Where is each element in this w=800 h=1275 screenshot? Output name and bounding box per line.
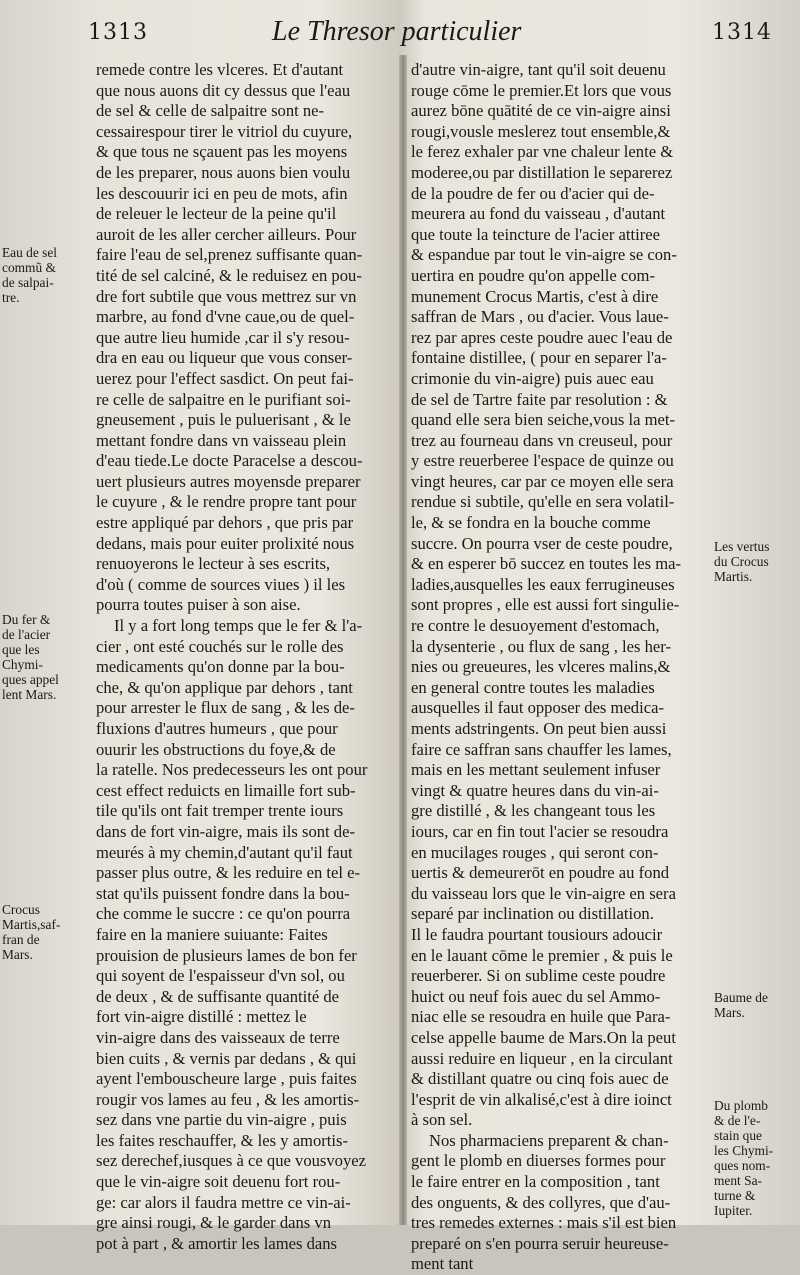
text-line: meurera au fond du vaisseau , d'autant — [411, 204, 666, 224]
margin-note-line: ques appel — [2, 672, 59, 687]
text-line: stat qu'ils puissent fondre dans la bou- — [96, 883, 350, 903]
text-line: ayent l'embouscheure large , puis faites — [96, 1069, 357, 1089]
text-line: separé par inclination ou distillation. — [411, 904, 654, 924]
text-line: mettant fondre dans vn vaisseau plein — [96, 430, 347, 450]
text-line: gent le plomb en diuerses formes pour — [411, 1151, 666, 1171]
margin-note-line: Baume de — [714, 990, 768, 1005]
text-line: preparé on s'en pourra seruir heureuse- — [411, 1233, 669, 1253]
running-title: Le Thresor particulier — [272, 16, 522, 47]
margin-note — [714, 1098, 773, 1218]
text-line: d'autre vin-aigre, tant qu'il soit deuenu — [411, 60, 666, 79]
text-line: aussi reduire en liqueur , en la circulant — [411, 1048, 673, 1068]
text-line: nies ou greueures, les vlceres malins,& — [411, 657, 671, 677]
text-line: huict ou neuf fois auec du sel Ammo- — [411, 986, 661, 1006]
text-line: que nous auons dit cy dessus que l'eau — [96, 80, 351, 100]
text-line: de releuer le lecteur de la peine qu'il — [96, 204, 337, 224]
running-header — [0, 12, 800, 56]
text-line: & que tous ne sçauent pas les moyens — [96, 142, 348, 162]
text-line: reuerberer. Si on sublime ceste poudre — [411, 966, 666, 986]
text-line: dedans, mais pour euiter prolixité nous — [96, 533, 355, 553]
text-line: rougi,vousle meslerez tout ensemble,& — [411, 121, 671, 141]
margin-note — [714, 539, 769, 584]
text-line: marbre, au fond d'vne caue,ou de quel- — [96, 307, 355, 327]
margin-note-line: Martis,saf- — [2, 917, 61, 932]
margin-note-line: Du fer & — [2, 612, 51, 627]
text-line: ouurir les obstructions du foye,& de — [96, 739, 336, 759]
text-line: ments adstringents. On peut bien aussi — [411, 719, 667, 738]
text-line: en le lauant cōme le premier , & puis le — [411, 945, 673, 965]
text-line: que toute la teincture de l'acier attiree — [411, 224, 660, 244]
text-line: uert plusieurs autres moyensde preparer — [96, 471, 361, 491]
text-line: la dysenterie , ou flux de sang , les her- — [411, 636, 672, 656]
text-line: re celle de salpaitre en le purifiant soi- — [96, 389, 351, 409]
text-line: du vaisseau lors que le vin-aigre en sera — [411, 883, 676, 903]
text-line: de les preparer, nous auons bien voulu — [96, 162, 351, 182]
text-line: tité de sel calciné, & le reduisez en pou- — [96, 265, 362, 285]
text-line: sont propres , elle est aussi fort singulie- — [411, 595, 680, 615]
margin-note-line: de salpai- — [2, 275, 54, 290]
text-line: ladies,ausquelles les eaux ferrugineuses — [411, 574, 675, 594]
margin-note-line: les Chymi- — [714, 1143, 774, 1158]
margin-note-line: ment Sa- — [714, 1173, 762, 1188]
text-line: crimonie du vin-aigre) puis auec eau — [411, 368, 654, 388]
margin-note — [714, 990, 768, 1020]
text-line: pot à part , & amortir les lames dans — [96, 1233, 338, 1253]
text-line: d'où ( comme de sources viues ) il les — [96, 574, 346, 594]
text-line: niac elle se resoudra en huile que Para- — [411, 1007, 671, 1027]
text-line: des onguents, & des collyres, que d'au- — [411, 1192, 671, 1212]
text-line: rougir vos lames au feu , & les amortis- — [96, 1089, 360, 1109]
text-line: gre distillé , & les changeant tous les — [411, 801, 656, 821]
text-line: le faire entrer en la composition , tant — [411, 1172, 660, 1192]
text-line: cier , ont esté couchés sur le rolle des — [96, 636, 344, 656]
text-line: auroit de les aller cercher ailleurs. Pour — [96, 224, 357, 244]
text-line: passer plus outre, & les reduire en tel e- — [96, 863, 361, 883]
margin-note-line: commũ & — [2, 260, 56, 275]
text-line: rendue si subtile, qu'elle en sera volatil- — [411, 492, 675, 512]
text-line: vingt & quatre heures dans du vin-ai- — [411, 780, 659, 800]
margin-note — [2, 902, 60, 962]
text-line: aurez bōne quātité de ce vin-aigre ainsi — [411, 101, 671, 121]
margin-note-line: Crocus — [2, 902, 40, 917]
text-line: dans de fort vin-aigre, mais ils sont de- — [96, 821, 355, 841]
text-line: rouge cōme le premier.Et lors que vous — [411, 80, 672, 100]
text-line: les descouurir ici en peu de mots, afin — [96, 183, 348, 203]
text-line: cest effect reduicts en limaille fort sub- — [96, 780, 356, 800]
text-line: & distillant quatre ou cinq fois auec de — [411, 1069, 669, 1089]
margin-note-line: lent Mars. — [2, 687, 57, 702]
text-line: renuoyerons le lecteur à ses escrits, — [96, 554, 331, 574]
text-line: en mucilages rouges , qui seront con- — [411, 842, 659, 862]
margin-note-line: turne & — [714, 1188, 756, 1203]
text-line: de deux , & de suffisante quantité de — [96, 986, 339, 1006]
text-line: saffran de Mars , ou d'acier. Vous laue- — [411, 307, 669, 327]
text-line: moderee,ou par distillation le separerez — [411, 162, 673, 182]
text-line: uertis & demeurerōt en poudre au fond — [411, 863, 670, 883]
margin-note-line: Eau de sel — [2, 245, 58, 260]
text-line: sez derechef,iusques à ce que vousvoyez — [96, 1151, 366, 1171]
text-line: gre ainsi rougi, & le garder dans vn — [96, 1213, 332, 1233]
text-line: munement Crocus Martis, c'est à dire — [411, 286, 659, 306]
text-line: tres remedes externes : mais s'il est bien — [411, 1213, 677, 1233]
text-line: vingt heures, car par ce moyen elle sera — [411, 471, 674, 491]
margin-note — [2, 612, 59, 702]
text-line: faire en la maniere suiuante: Faites — [96, 924, 328, 944]
text-line: rez par apres ceste poudre auec l'eau de — [411, 327, 673, 347]
text-line: fort vin-aigre distillé : mettez le — [96, 1007, 307, 1027]
margin-note-line: & de l'e- — [714, 1113, 761, 1128]
text-line: tile qu'ils ont fait tremper trente iours — [96, 801, 344, 821]
text-line: fluxions d'autres humeurs , que pour — [96, 719, 338, 738]
margin-note-line: ques nom- — [714, 1158, 771, 1173]
margin-note-line: Martis. — [714, 569, 753, 584]
text-line: dra en eau ou liqueur que vous conser- — [96, 348, 353, 368]
text-line: ausquelles il faut opposer des medica- — [411, 698, 664, 718]
text-line: meurés à my chemin,d'autant qu'il faut — [96, 842, 353, 862]
text-line: uertira en poudre qu'on appelle com- — [411, 265, 655, 285]
text-line: iours, car en fin tout l'acier se resoudra — [411, 821, 669, 841]
text-line: vin-aigre dans des vaisseaux de terre — [96, 1027, 340, 1047]
text-line: qui soyent de l'espaisseur d'vn sol, ou — [96, 966, 345, 986]
text-line: medicaments qu'on donne par la bou- — [96, 657, 345, 677]
right-page-number: 1314 — [712, 20, 772, 45]
text-line: fontaine distillee, ( pour en separer l'a- — [411, 348, 667, 368]
text-line: bien cuits , & vernis par dedans , & qui — [96, 1048, 357, 1068]
text-line: & en esperer bō succez en toutes les ma- — [411, 554, 681, 574]
left-text-column — [96, 60, 392, 1253]
text-line: re contre le desuoyement d'estomach, — [411, 616, 660, 636]
text-line: y estre reuerberee l'espace de quinze ou — [411, 451, 674, 471]
margin-note-line: tre. — [2, 290, 20, 305]
text-line: mais en les mettant seulement infuser — [411, 760, 661, 780]
text-line: che, & qu'on applique par dehors , tant — [96, 677, 353, 697]
text-line: che comme le succre : ce qu'on pourra — [96, 904, 351, 924]
text-line: & espandue par tout le vin-aigre se con- — [411, 245, 677, 265]
text-line: à son sel. — [411, 1110, 473, 1130]
text-line: de sel de Tartre faite par resolution : & — [411, 389, 668, 409]
right-text-column — [411, 60, 711, 1274]
margin-note-line: Chymi- — [2, 657, 43, 672]
margin-note-line: du Crocus — [714, 554, 769, 569]
text-line: sez dans vne partie du vin-aigre , puis — [96, 1110, 347, 1130]
text-line: que autre lieu humide ,car il s'y resou- — [96, 327, 350, 347]
text-line: prouision de plusieurs lames de bon fer — [96, 945, 357, 965]
margin-note-line: stain que — [714, 1128, 762, 1143]
text-line: trez au fourneau dans vn creuseul, pour — [411, 430, 673, 450]
text-line: de la poudre de fer ou d'acier qui de- — [411, 183, 655, 203]
text-line: celse appelle baume de Mars.On la peut — [411, 1027, 676, 1047]
text-line: pour arrester le flux de sang , & les de- — [96, 698, 355, 718]
text-line: ge: car alors il faudra mettre ce vin-ai- — [96, 1192, 351, 1212]
text-line: les faites reschauffer, & les y amortis- — [96, 1130, 348, 1150]
text-line: que le vin-aigre soit deuenu fort rou- — [96, 1172, 341, 1192]
margin-note — [2, 245, 57, 305]
text-line: d'eau tiede.Le docte Paracelse a descou- — [96, 451, 363, 471]
text-line: gneusement , puis le puluerisant , & le — [96, 410, 351, 430]
text-line: la ratelle. Nos predecesseurs les ont pour — [96, 760, 368, 780]
text-line: de sel & celle de salpaitre sont ne- — [96, 101, 325, 121]
text-line: ment tant — [411, 1254, 474, 1274]
text-line: succre. On pourra vser de ceste poudre, — [411, 533, 673, 553]
margin-note-line: Mars. — [2, 947, 33, 962]
text-line: cessairespour tirer le vitriol du cuyure, — [96, 121, 353, 141]
text-line: faire l'eau de sel,prenez suffisante quan- — [96, 245, 363, 265]
text-line: le cuyure , & le rendre propre tant pour — [96, 492, 357, 512]
text-line: Il y a fort long temps que le fer & l'a- — [114, 616, 363, 636]
text-line: remede contre les vlceres. Et d'autant — [96, 60, 344, 79]
text-line: l'esprit de vin alkalisé,c'est à dire ioinct — [411, 1089, 672, 1109]
book-gutter — [399, 55, 407, 1225]
text-line: dre fort subtile que vous mettrez sur vn — [96, 286, 357, 306]
text-line: faire ce saffran sans chauffer les lames, — [411, 739, 672, 759]
margin-note-line: fran de — [2, 932, 40, 947]
text-line: Il le faudra pourtant tousiours adoucir — [411, 924, 663, 944]
text-line: en general contre toutes les maladies — [411, 677, 655, 697]
margin-note-line: Du plomb — [714, 1098, 768, 1113]
text-line: quand elle sera bien seiche,vous la met- — [411, 410, 676, 430]
text-line: uerez pour l'effect sasdict. On peut fai- — [96, 368, 354, 388]
margin-note-line: de l'acier — [2, 627, 51, 642]
text-line: estre appliqué par dehors , que pris par — [96, 513, 354, 533]
left-page-number: 1313 — [88, 20, 148, 45]
margin-note-line: Iupiter. — [714, 1203, 753, 1218]
text-line: Nos pharmaciens preparent & chan- — [429, 1130, 669, 1150]
text-line: pourra toutes puiser à son aise. — [96, 595, 301, 615]
margin-note-line: Mars. — [714, 1005, 745, 1020]
text-line: le, & se fondra en la bouche comme — [411, 513, 651, 533]
margin-note-line: que les — [2, 642, 40, 657]
margin-note-line: Les vertus — [714, 539, 770, 554]
text-line: le ferez exhaler par vne chaleur lente & — [411, 142, 674, 162]
